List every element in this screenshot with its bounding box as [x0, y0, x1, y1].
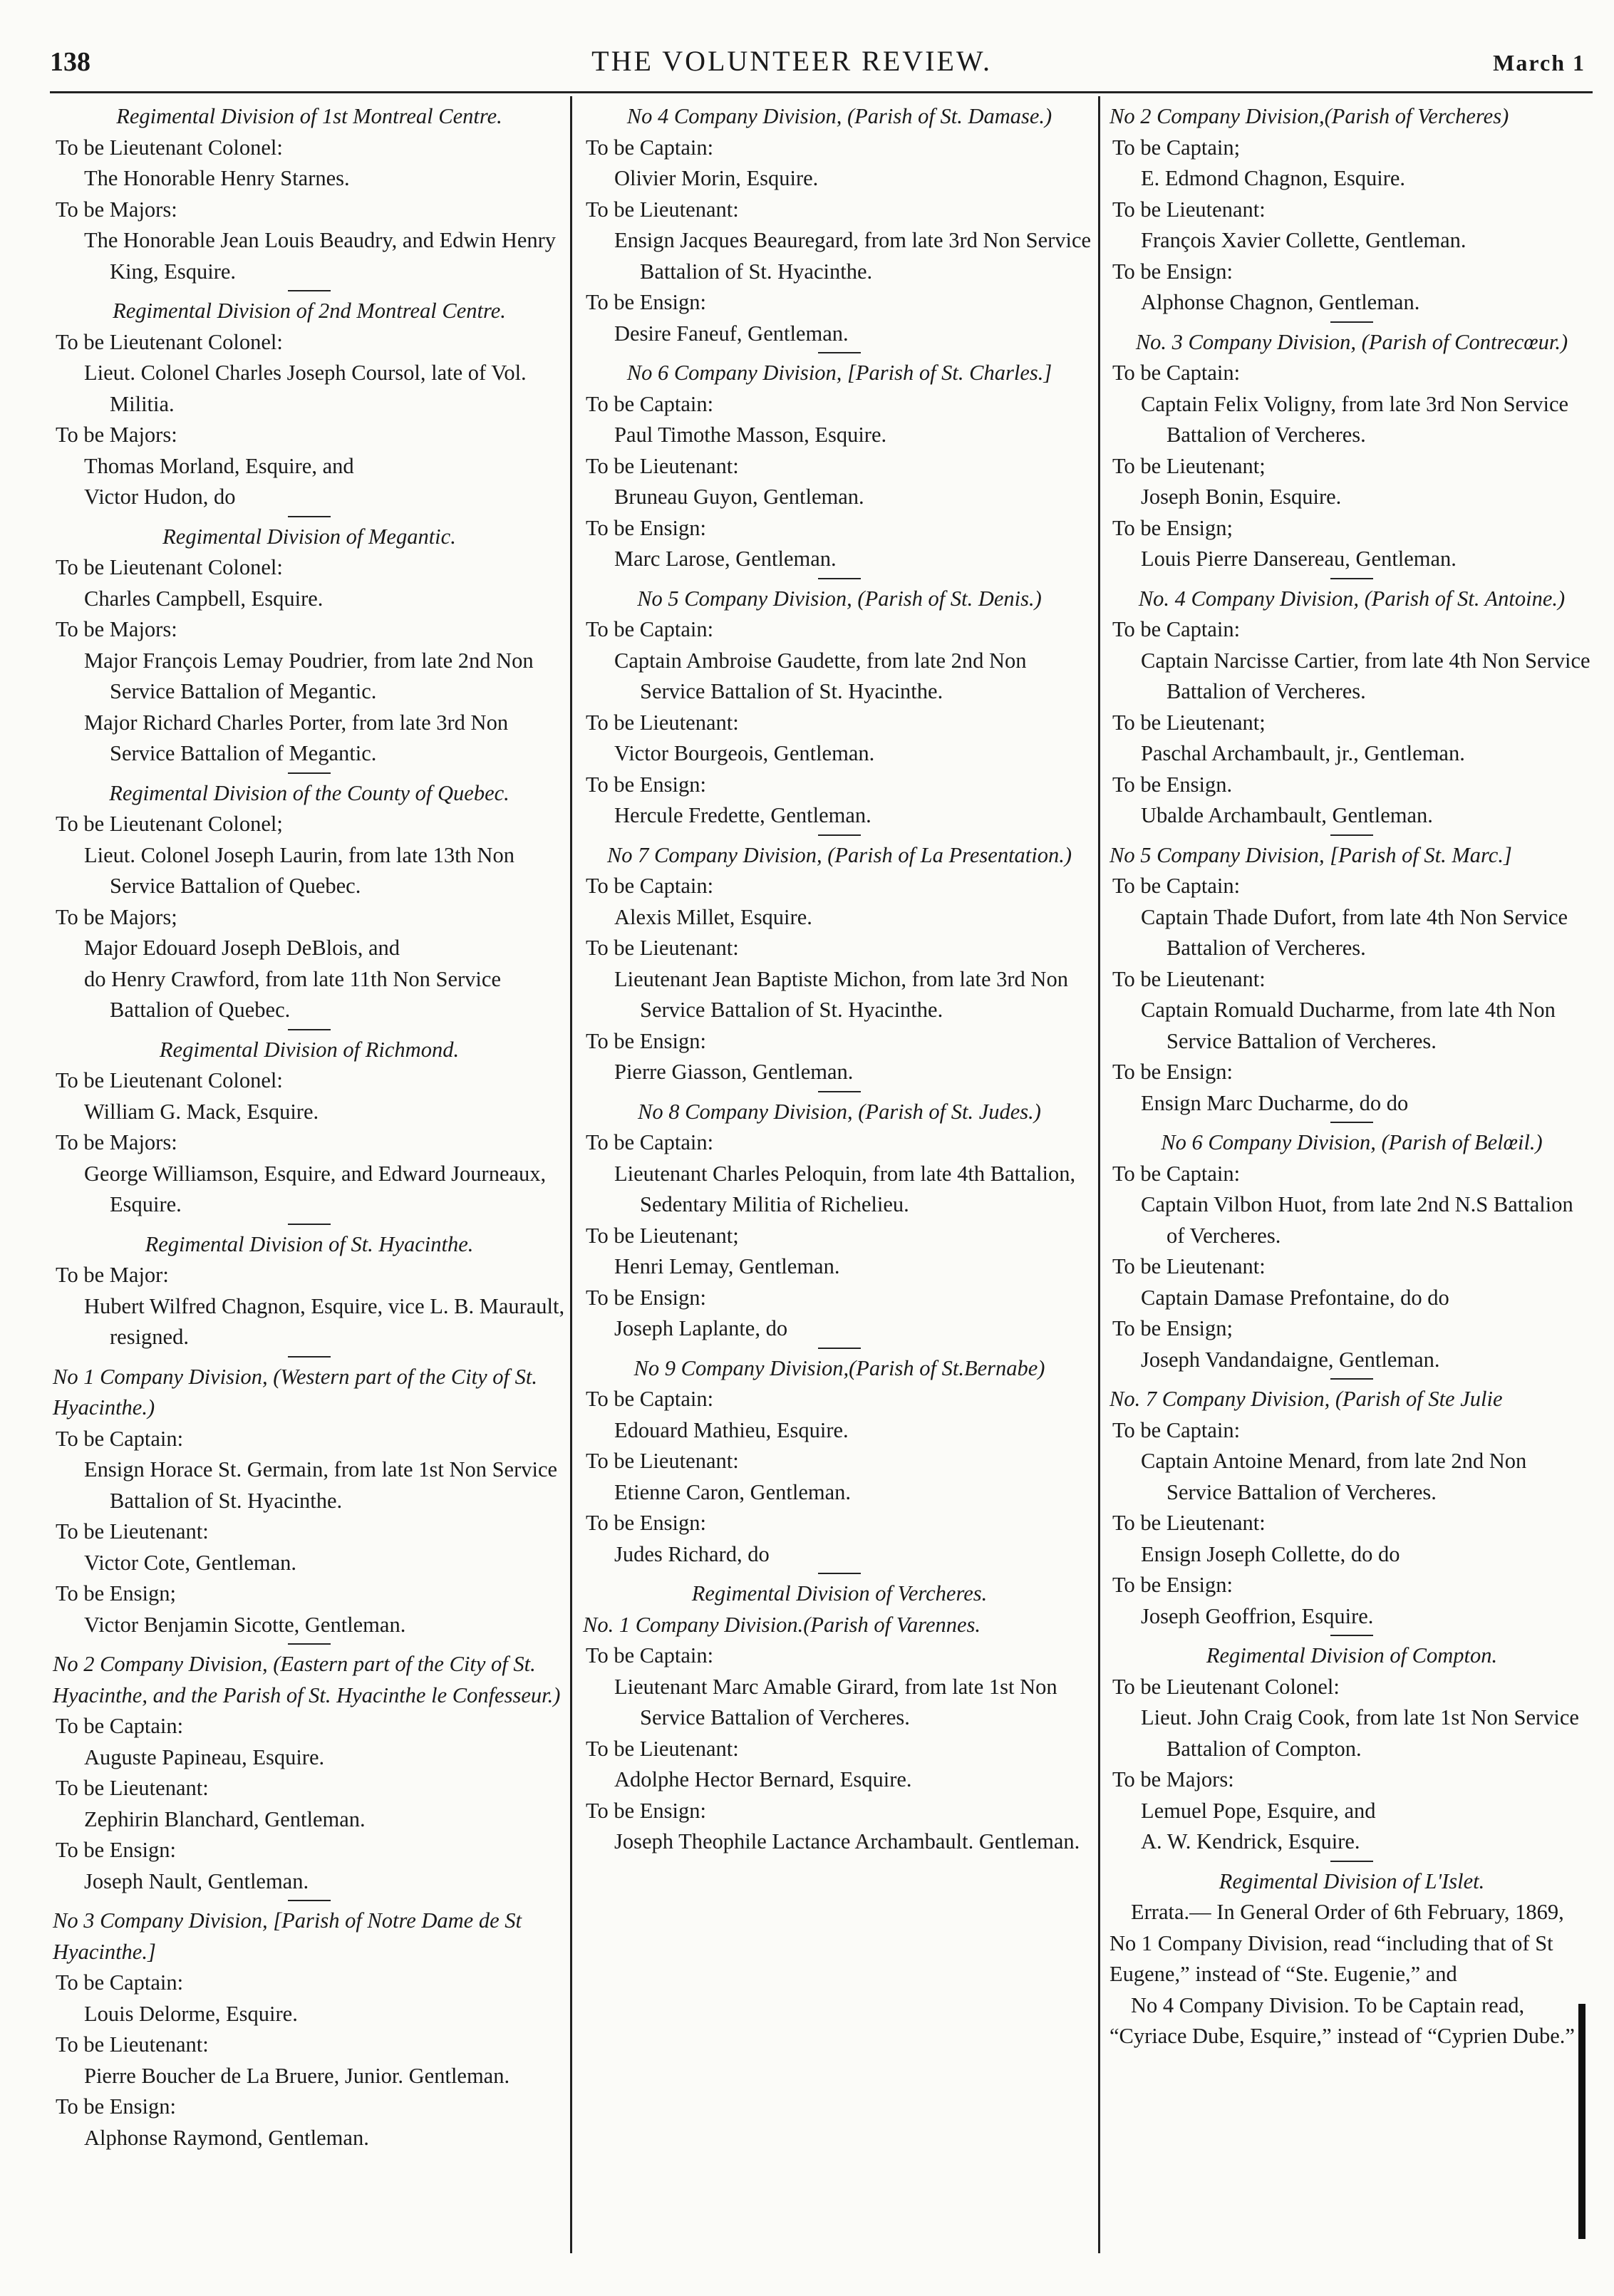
division-heading: Regimental Division of Megantic. — [162, 524, 456, 549]
appointee-name: Lemuel Pope, Esquire, and — [1141, 1798, 1376, 1823]
appointment-label: To be Lieutenant Colonel: — [56, 135, 283, 160]
section-separator — [288, 1029, 331, 1030]
appointment-label: To be Majors; — [56, 904, 177, 929]
section-separator — [1330, 834, 1373, 836]
page-number: 138 — [50, 47, 90, 77]
appointee-name: Auguste Papineau, Esquire. — [84, 1744, 325, 1769]
appointment-label: To be Majors: — [56, 197, 177, 222]
appointee-name: Captain Antoine Menard, from late 2nd Non Service Battalion of Vercheres. — [1141, 1449, 1527, 1504]
division-heading: Regimental Division of the County of Quebec. — [109, 780, 509, 805]
appointee-name: Marc Larose, Gentleman. — [614, 547, 837, 571]
section-separator — [288, 290, 331, 291]
appointee-name: Ensign Horace St. Germain, from late 1st Non Service Battalion of St. Hyacinthe. — [84, 1457, 558, 1513]
division-heading: No 3 Company Division, [Parish of Notre Dame de St Hyacinthe.] — [53, 1908, 522, 1964]
appointment-label: To be Ensign; — [1112, 1316, 1233, 1340]
appointee-name: William G. Mack, Esquire. — [84, 1099, 319, 1124]
appointment-label: To be Majors: — [1112, 1767, 1234, 1791]
appointment-label: To be Captain: — [586, 617, 714, 641]
appointee-name: Major Edouard Joseph DeBlois, and — [84, 936, 400, 960]
division-heading: No 5 Company Division, [Parish of St. Marc.] — [1109, 842, 1512, 867]
column-1 — [53, 101, 566, 2153]
appointee-name: E. Edmond Chagnon, Esquire. — [1141, 166, 1406, 190]
section-separator — [288, 1643, 331, 1645]
appointee-name: Ubalde Archambault, Gentleman. — [1141, 803, 1433, 827]
appointment-label: To be Captain: — [586, 1643, 714, 1667]
appointment-label: To be Lieutenant: — [586, 1736, 739, 1761]
appointment-label: To be Captain: — [56, 1970, 184, 1995]
appointee-name: Captain Felix Voligny, from late 3rd Non Service Battalion of Vercheres. — [1141, 391, 1569, 447]
division-heading: No 6 Company Division, (Parish of Belœil.) — [1161, 1130, 1543, 1154]
appointee-name: Victor Hudon, do — [84, 485, 236, 509]
appointment-label: To be Lieutenant: — [586, 197, 739, 222]
appointee-name: Pierre Boucher de La Bruere, Junior. Gentleman. — [84, 2063, 510, 2088]
section-separator — [818, 834, 861, 836]
division-heading: No. 1 Company Division.(Parish of Varennes. — [583, 1612, 981, 1637]
errata-paragraph: No 4 Company Division. To be Captain read, “Cyriace Dube, Esquire,” instead of “Cyprien Dube.” — [1109, 1992, 1575, 2048]
appointee-name: François Xavier Collette, Gentleman. — [1141, 228, 1466, 252]
section-separator — [288, 1900, 331, 1901]
appointment-label: To be Ensign: — [586, 515, 706, 540]
section-separator — [1330, 1122, 1373, 1123]
section-separator — [288, 516, 331, 517]
appointment-label: To be Major: — [56, 1263, 169, 1287]
appointment-label: To be Lieutenant: — [586, 1449, 739, 1473]
appointee-name: Paul Timothe Masson, Esquire. — [614, 423, 887, 447]
appointee-name: Lieut. John Craig Cook, from late 1st Non Service Battalion of Compton. — [1141, 1705, 1579, 1761]
section-separator — [818, 352, 861, 353]
appointee-name: Lieutenant Marc Amable Girard, from late 1st Non Service Battalion of Vercheres. — [614, 1674, 1057, 1729]
appointment-label: To be Captain: — [586, 1130, 714, 1154]
appointee-name: Charles Campbell, Esquire. — [84, 586, 324, 611]
appointment-label: To be Lieutenant: — [586, 936, 739, 960]
appointment-label: To be Ensign: — [586, 1028, 706, 1053]
section-separator — [1330, 1378, 1373, 1380]
appointment-label: To be Ensign; — [1112, 515, 1233, 540]
appointee-name: Bruneau Guyon, Gentleman. — [614, 485, 864, 509]
appointment-label: To be Lieutenant: — [56, 1776, 209, 1800]
appointee-name: The Honorable Jean Louis Beaudry, and Edwin Henry King, Esquire. — [84, 228, 557, 284]
appointee-name: Joseph Theophile Lactance Archambault. Gentleman. — [614, 1829, 1080, 1853]
appointment-label: To be Captain: — [586, 1387, 714, 1411]
division-heading: No. 7 Company Division, (Parish of Ste Julie — [1109, 1387, 1503, 1411]
section-separator — [288, 1356, 331, 1358]
appointment-label: To be Captain: — [1112, 617, 1241, 641]
appointee-name: Zephirin Blanchard, Gentleman. — [84, 1806, 366, 1831]
appointee-name: Ensign Jacques Beauregard, from late 3rd Non Service Battalion of St. Hyacinthe. — [614, 228, 1092, 284]
section-separator — [818, 1573, 861, 1574]
appointee-name: Alexis Millet, Esquire. — [614, 904, 812, 929]
publication-title: THE VOLUNTEER REVIEW. — [591, 45, 992, 77]
appointment-label: To be Lieutenant: — [1112, 966, 1266, 991]
appointee-name: Pierre Giasson, Gentleman. — [614, 1060, 854, 1084]
appointee-name: Joseph Laplante, do — [614, 1316, 788, 1340]
appointment-label: To be Captain: — [56, 1714, 184, 1738]
appointee-name: Victor Cote, Gentleman. — [84, 1550, 297, 1575]
page-header — [50, 44, 1585, 87]
section-separator — [818, 1348, 861, 1349]
appointee-name: Victor Bourgeois, Gentleman. — [614, 741, 875, 765]
errata-paragraph: Errata.— In General Order of 6th February, 1869, No 1 Company Division, read “including that of St Eugene,” instead of “Ste. Eugenie,” and — [1109, 1900, 1564, 1986]
appointee-name: Captain Thade Dufort, from late 4th Non Service Battalion of Vercheres. — [1141, 904, 1568, 960]
issue-date: March 1 — [1493, 50, 1585, 76]
appointment-label: To be Captain: — [56, 1426, 184, 1451]
appointment-label: To be Ensign: — [586, 1798, 706, 1823]
appointee-name: Captain Romuald Ducharme, from late 4th Non Service Battalion of Vercheres. — [1141, 998, 1556, 1053]
section-separator — [288, 772, 331, 774]
appointment-label: To be Ensign: — [1112, 259, 1233, 284]
appointment-label: To be Ensign: — [1112, 1573, 1233, 1597]
division-heading: Regimental Division of L'Islet. — [1219, 1868, 1485, 1893]
appointee-name: Judes Richard, do — [614, 1541, 770, 1566]
section-separator — [818, 578, 861, 579]
appointment-label: To be Lieutenant: — [1112, 1511, 1266, 1535]
appointment-label: To be Ensign. — [1112, 772, 1233, 797]
appointee-name: Major Richard Charles Porter, from late 3rd Non Service Battalion of Megantic. — [84, 710, 509, 765]
appointment-label: To be Lieutenant Colonel: — [56, 329, 283, 354]
appointment-label: To be Majors: — [56, 423, 177, 447]
division-heading: Regimental Division of Compton. — [1206, 1643, 1498, 1667]
appointment-label: To be Majors: — [56, 1130, 177, 1154]
appointment-label: To be Lieutenant Colonel; — [56, 812, 283, 836]
column-rule-1 — [570, 96, 572, 2253]
division-heading: No 2 Company Division,(Parish of Vercheres) — [1109, 104, 1509, 128]
appointment-label: To be Ensign: — [586, 772, 706, 797]
appointment-label: To be Ensign: — [586, 1511, 706, 1535]
division-heading: No 6 Company Division, [Parish of St. Charles.] — [626, 361, 1052, 385]
appointee-name: Louis Pierre Dansereau, Gentleman. — [1141, 547, 1457, 571]
division-heading: Regimental Division of Vercheres. — [691, 1581, 988, 1605]
appointee-name: Etienne Caron, Gentleman. — [614, 1479, 852, 1504]
appointee-name: A. W. Kendrick, Esquire. — [1141, 1829, 1360, 1853]
appointment-label: To be Captain: — [586, 391, 714, 416]
appointee-name: Desire Faneuf, Gentleman. — [614, 321, 849, 346]
appointment-label: To be Captain: — [586, 874, 714, 898]
division-heading: Regimental Division of Richmond. — [159, 1037, 460, 1062]
appointee-name: Captain Vilbon Huot, from late 2nd N.S Battalion of Vercheres. — [1141, 1192, 1573, 1248]
appointment-label: To be Captain: — [1112, 1417, 1241, 1442]
division-heading: No 2 Company Division, (Eastern part of the City of St. Hyacinthe, and the Parish of St. Hyacinthe le Confesseur.) — [53, 1652, 561, 1707]
appointee-name: Henri Lemay, Gentleman. — [614, 1254, 840, 1278]
appointee-name: Captain Damase Prefontaine, do do — [1141, 1285, 1449, 1310]
appointee-name: Thomas Morland, Esquire, and — [84, 453, 354, 478]
appointee-name: Hercule Fredette, Gentleman. — [614, 803, 871, 827]
appointment-label: To be Captain: — [1112, 1161, 1241, 1186]
appointment-label: To be Captain: — [586, 135, 714, 160]
appointee-name: Joseph Bonin, Esquire. — [1141, 485, 1342, 509]
appointment-label: To be Ensign: — [56, 1838, 176, 1862]
division-heading: Regimental Division of 1st Montreal Centre. — [116, 104, 502, 128]
section-separator — [1330, 578, 1373, 579]
appointee-name: Joseph Nault, Gentleman. — [84, 1868, 309, 1893]
appointment-label: To be Lieutenant: — [586, 453, 739, 478]
division-heading: No 4 Company Division, (Parish of St. Damase.) — [626, 104, 1052, 128]
appointment-label: To be Majors: — [56, 617, 177, 641]
appointee-name: Olivier Morin, Esquire. — [614, 166, 819, 190]
section-separator — [288, 1224, 331, 1225]
appointee-name: Captain Ambroise Gaudette, from late 2nd Non Service Battalion of St. Hyacinthe. — [614, 648, 1027, 703]
appointee-name: Lieut. Colonel Charles Joseph Coursol, late of Vol. Militia. — [84, 361, 527, 416]
division-heading: No 1 Company Division, (Western part of the City of St. Hyacinthe.) — [53, 1364, 538, 1420]
appointee-name: Captain Narcisse Cartier, from late 4th Non Service Battalion of Vercheres. — [1141, 648, 1590, 703]
column-3 — [1109, 101, 1594, 2052]
appointment-label: To be Ensign: — [56, 2094, 176, 2119]
appointment-label: To be Lieutenant; — [1112, 710, 1266, 735]
appointee-name: Edouard Mathieu, Esquire. — [614, 1417, 849, 1442]
appointee-name: Lieutenant Charles Peloquin, from late 4th Battalion, Sedentary Militia of Richelieu. — [614, 1161, 1076, 1216]
appointee-name: George Williamson, Esquire, and Edward Journeaux, Esquire. — [84, 1161, 547, 1216]
appointee-name: Ensign Joseph Collette, do do — [1141, 1541, 1400, 1566]
appointment-label: To be Lieutenant; — [586, 1223, 739, 1248]
appointment-label: To be Lieutenant; — [1112, 453, 1266, 478]
appointee-name: The Honorable Henry Starnes. — [84, 166, 350, 190]
appointment-label: To be Ensign: — [1112, 1060, 1233, 1084]
appointment-label: To be Captain: — [1112, 874, 1241, 898]
appointee-name: Joseph Geoffrion, Esquire. — [1141, 1603, 1374, 1628]
appointee-name: Louis Delorme, Esquire. — [84, 2001, 298, 2026]
appointee-name: Major François Lemay Poudrier, from late 2nd Non Service Battalion of Megantic. — [84, 648, 534, 703]
column-rule-2 — [1098, 96, 1100, 2253]
appointee-name: Alphonse Chagnon, Gentleman. — [1141, 290, 1420, 314]
division-heading: No 7 Company Division, (Parish of La Presentation.) — [606, 842, 1072, 867]
section-separator — [1330, 1861, 1373, 1862]
division-heading: Regimental Division of St. Hyacinthe. — [145, 1231, 474, 1256]
division-heading: No 9 Company Division,(Parish of St.Bernabe) — [633, 1355, 1045, 1380]
appointment-label: To be Lieutenant Colonel: — [56, 555, 283, 579]
appointment-label: To be Lieutenant: — [56, 1519, 209, 1543]
appointee-name: do Henry Crawford, from late 11th Non Service Battalion of Quebec. — [84, 966, 501, 1022]
division-heading: No. 3 Company Division, (Parish of Contrecœur.) — [1135, 329, 1568, 354]
appointment-label: To be Ensign; — [56, 1581, 176, 1605]
section-separator — [818, 1091, 861, 1092]
column-2 — [583, 101, 1096, 1858]
appointee-name: Paschal Archambault, jr., Gentleman. — [1141, 741, 1465, 765]
appointment-label: To be Ensign: — [586, 290, 706, 314]
section-separator — [1330, 1635, 1373, 1636]
appointment-label: To be Ensign: — [586, 1285, 706, 1310]
appointee-name: Hubert Wilfred Chagnon, Esquire, vice L. B. Maurault, resigned. — [84, 1293, 565, 1349]
appointee-name: Lieutenant Jean Baptiste Michon, from late 3rd Non Service Battalion of St. Hyacinthe. — [614, 966, 1068, 1022]
appointment-label: To be Lieutenant Colonel: — [56, 1068, 283, 1092]
appointment-label: To be Captain: — [1112, 361, 1241, 385]
division-heading: No. 4 Company Division, (Parish of St. Antoine.) — [1138, 586, 1566, 611]
appointee-name: Lieut. Colonel Joseph Laurin, from late 13th Non Service Battalion of Quebec. — [84, 842, 514, 898]
appointment-label: To be Lieutenant: — [1112, 1254, 1266, 1278]
appointment-label: To be Lieutenant: — [56, 2032, 209, 2057]
appointment-label: To be Lieutenant Colonel: — [1112, 1674, 1340, 1699]
appointment-label: To be Lieutenant: — [586, 710, 739, 735]
division-heading: No 8 Company Division, (Parish of St. Judes.) — [638, 1099, 1041, 1124]
appointment-label: To be Captain; — [1112, 135, 1241, 160]
appointee-name: Ensign Marc Ducharme, do do — [1141, 1090, 1409, 1115]
appointee-name: Alphonse Raymond, Gentleman. — [84, 2125, 369, 2150]
appointee-name: Victor Benjamin Sicotte, Gentleman. — [84, 1612, 406, 1637]
division-heading: No 5 Company Division, (Parish of St. Denis.) — [637, 586, 1042, 611]
section-separator — [1330, 321, 1373, 323]
header-rule — [50, 91, 1593, 93]
appointment-label: To be Lieutenant: — [1112, 197, 1266, 222]
appointee-name: Adolphe Hector Bernard, Esquire. — [614, 1767, 912, 1791]
division-heading: Regimental Division of 2nd Montreal Centre. — [113, 299, 506, 323]
appointee-name: Joseph Vandandaigne, Gentleman. — [1141, 1347, 1440, 1372]
